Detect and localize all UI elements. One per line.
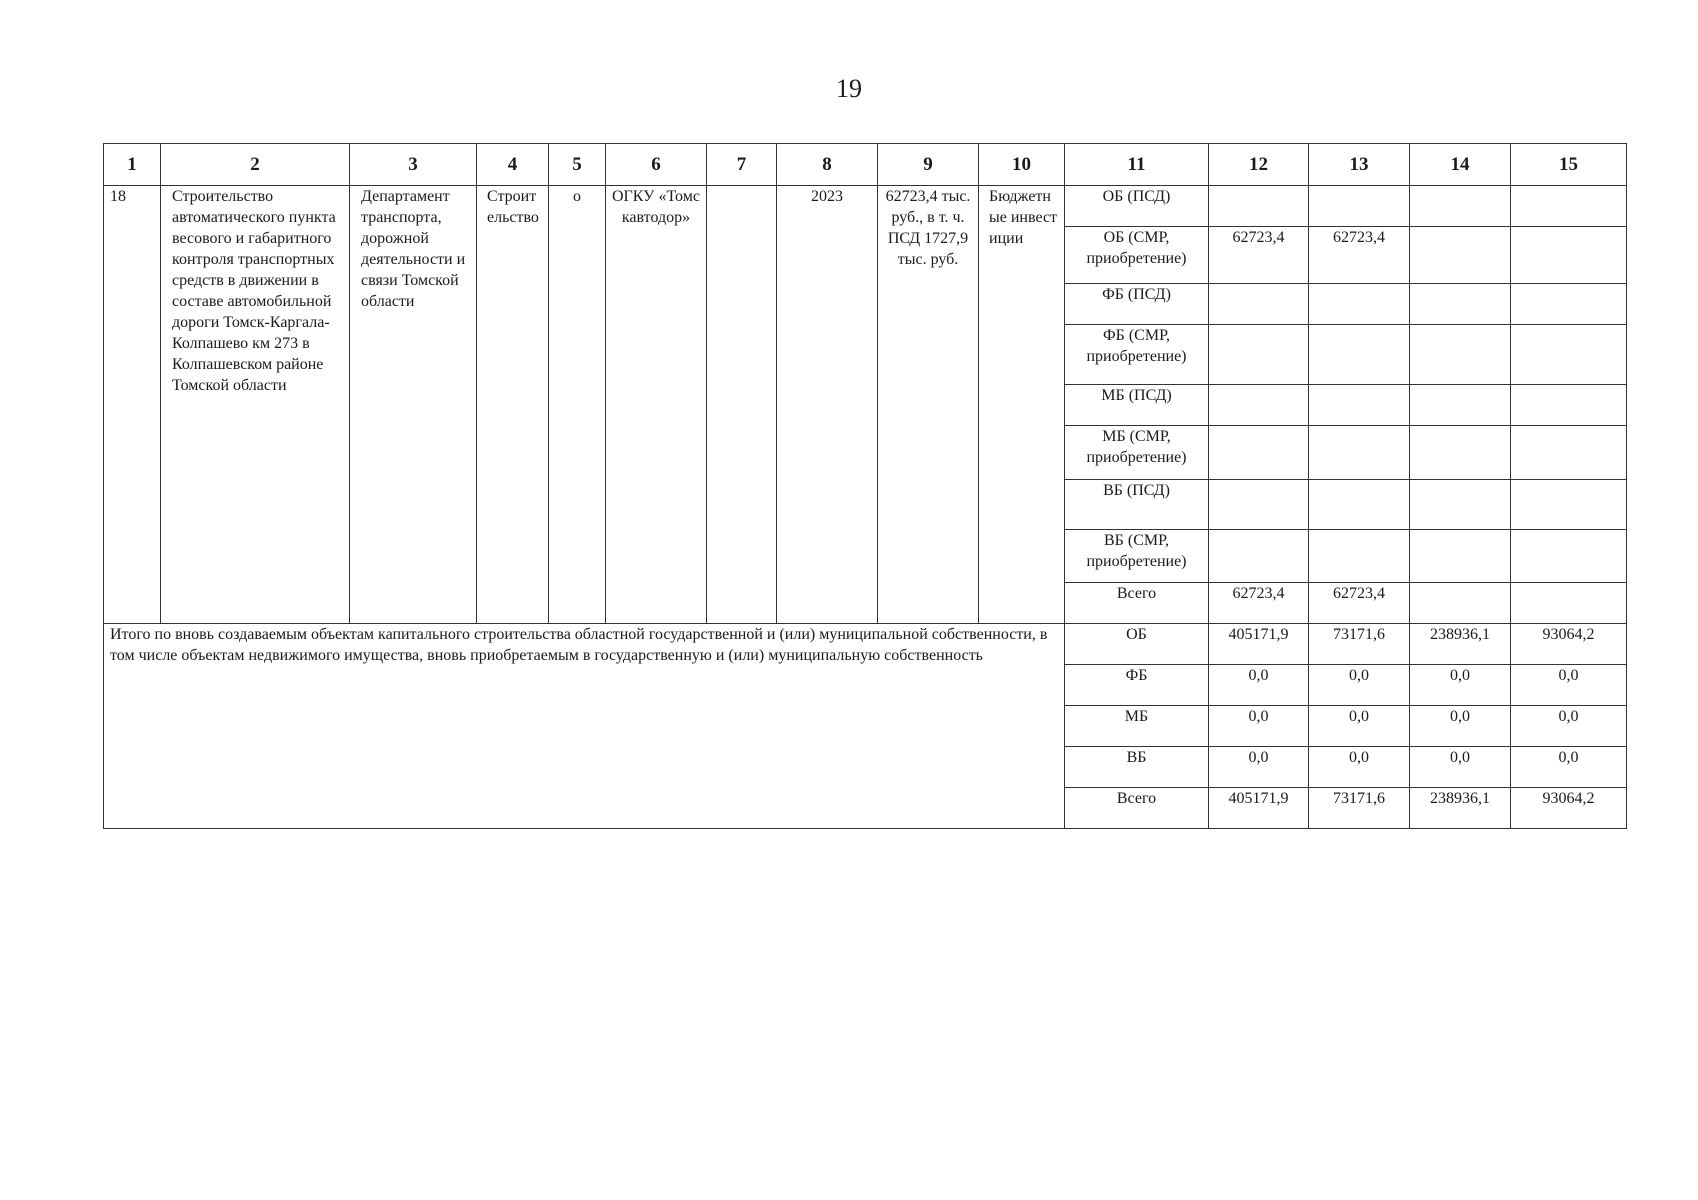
value-cell (1410, 284, 1511, 325)
total-label: Всего (1065, 788, 1209, 829)
value-cell (1209, 426, 1309, 480)
value-cell (1209, 530, 1309, 583)
value-cell: 62723,4 (1209, 227, 1309, 284)
total-value: 0,0 (1410, 665, 1511, 706)
budget-label: ФБ (СМР, приобретение) (1065, 325, 1209, 385)
header-cell: 1 (104, 144, 161, 186)
cost: 62723,4 тыс. руб., в т. ч. ПСД 1727,9 тыс. руб. (878, 186, 979, 624)
executor: ОГКУ «Томскавтодор» (606, 186, 707, 624)
page-number: 19 (836, 74, 862, 103)
value-cell (1309, 530, 1410, 583)
budget-label: ОБ (СМР, приобретение) (1065, 227, 1209, 284)
value-cell (1309, 385, 1410, 426)
total-value: 0,0 (1511, 747, 1627, 788)
value-cell (1309, 325, 1410, 385)
value-cell (1511, 530, 1627, 583)
column-5-value: о (549, 186, 606, 624)
value-cell (1410, 227, 1511, 284)
value-cell (1309, 186, 1410, 227)
total-value: 73171,6 (1309, 624, 1410, 665)
funding-source: Бюджетные инвестиции (979, 186, 1065, 624)
header-cell: 10 (979, 144, 1065, 186)
total-value: 0,0 (1209, 665, 1309, 706)
header-cell: 9 (878, 144, 979, 186)
customer: Департамент транспорта, дорожной деятельности и связи Томской области (350, 186, 477, 624)
value-cell (1511, 583, 1627, 624)
budget-label: ВБ (СМР, приобретение) (1065, 530, 1209, 583)
total-value: 0,0 (1309, 747, 1410, 788)
value-cell (1511, 385, 1627, 426)
table-row (104, 186, 1627, 227)
total-label: ОБ (1065, 624, 1209, 665)
value-cell: 62723,4 (1309, 227, 1410, 284)
value-cell (1410, 426, 1511, 480)
total-value: 0,0 (1410, 706, 1511, 747)
value-cell (1209, 186, 1309, 227)
header-cell: 11 (1065, 144, 1209, 186)
budget-label: ФБ (ПСД) (1065, 284, 1209, 325)
value-cell: 62723,4 (1309, 583, 1410, 624)
value-cell (1410, 583, 1511, 624)
value-cell (1511, 284, 1627, 325)
total-value: 0,0 (1511, 665, 1627, 706)
header-cell: 4 (477, 144, 549, 186)
value-cell (1410, 530, 1511, 583)
column-7-value (707, 186, 777, 624)
value-cell (1309, 426, 1410, 480)
total-label: ВБ (1065, 747, 1209, 788)
total-value: 93064,2 (1511, 788, 1627, 829)
value-cell (1410, 325, 1511, 385)
work-kind: Строительство (477, 186, 549, 624)
header-cell: 14 (1410, 144, 1511, 186)
header-cell: 12 (1209, 144, 1309, 186)
investment-table (103, 143, 1627, 829)
total-value: 0,0 (1209, 706, 1309, 747)
total-label: ФБ (1065, 665, 1209, 706)
value-cell (1511, 325, 1627, 385)
header-cell: 6 (606, 144, 707, 186)
value-cell (1511, 480, 1627, 530)
header-cell: 2 (161, 144, 350, 186)
header-cell: 3 (350, 144, 477, 186)
total-value: 238936,1 (1410, 788, 1511, 829)
total-value: 0,0 (1410, 747, 1511, 788)
value-cell (1410, 385, 1511, 426)
budget-label: МБ (СМР, приобретение) (1065, 426, 1209, 480)
header-row (104, 144, 1627, 186)
value-cell (1511, 227, 1627, 284)
header-cell: 15 (1511, 144, 1627, 186)
budget-label: ВБ (ПСД) (1065, 480, 1209, 530)
budget-label: Всего (1065, 583, 1209, 624)
total-description: Итого по вновь создаваемым объектам капитального строительства областной государственной и (или) муниципальной собственности, в том числе объектам недвижимого имущества, вновь приобретаемым в государственную и (или) муниципальную собственность (104, 624, 1065, 829)
value-cell: 62723,4 (1209, 583, 1309, 624)
row-number: 18 (104, 186, 161, 624)
total-value: 93064,2 (1511, 624, 1627, 665)
total-value: 0,0 (1209, 747, 1309, 788)
header-cell: 5 (549, 144, 606, 186)
value-cell (1209, 385, 1309, 426)
total-value: 238936,1 (1410, 624, 1511, 665)
budget-label: ОБ (ПСД) (1065, 186, 1209, 227)
value-cell (1511, 186, 1627, 227)
total-row (104, 624, 1627, 665)
header-cell: 13 (1309, 144, 1410, 186)
value-cell (1309, 480, 1410, 530)
total-value: 73171,6 (1309, 788, 1410, 829)
value-cell (1209, 284, 1309, 325)
total-value: 405171,9 (1209, 788, 1309, 829)
total-label: МБ (1065, 706, 1209, 747)
value-cell (1511, 426, 1627, 480)
total-value: 0,0 (1511, 706, 1627, 747)
budget-label: МБ (ПСД) (1065, 385, 1209, 426)
total-value: 405171,9 (1209, 624, 1309, 665)
value-cell (1410, 480, 1511, 530)
total-value: 0,0 (1309, 706, 1410, 747)
year: 2023 (777, 186, 878, 624)
header-cell: 7 (707, 144, 777, 186)
value-cell (1209, 325, 1309, 385)
total-value: 0,0 (1309, 665, 1410, 706)
value-cell (1209, 480, 1309, 530)
object-name: Строительство автоматического пункта весового и габаритного контроля транспортных средств в движении в составе автомобильной дороги Томск-Каргала-Колпашево км 273 в Колпашевском районе Томской области (161, 186, 350, 624)
value-cell (1309, 284, 1410, 325)
value-cell (1410, 186, 1511, 227)
header-cell: 8 (777, 144, 878, 186)
